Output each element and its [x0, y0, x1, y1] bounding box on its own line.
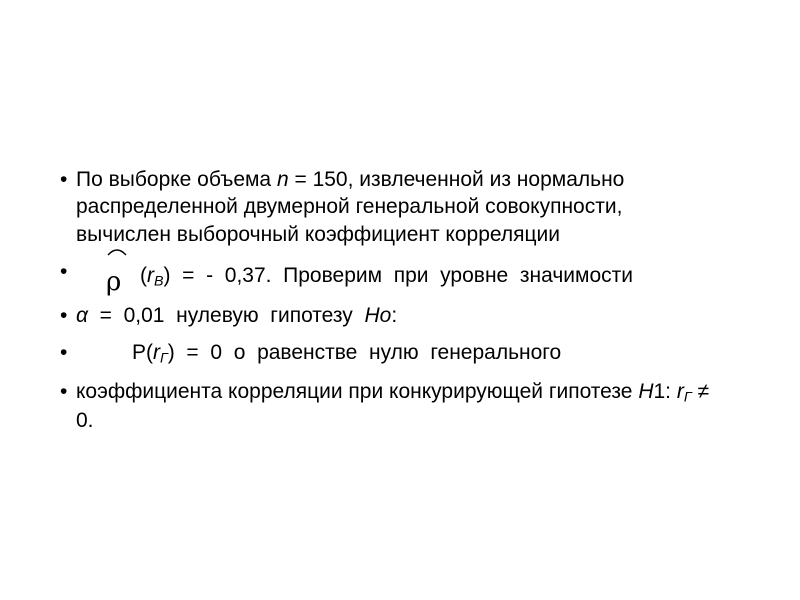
bullet-item — [56, 166, 746, 248]
rho-letter: ρ — [106, 266, 122, 297]
var-h1: H — [638, 380, 654, 404]
var-n: n — [276, 168, 289, 191]
bullet-dot: • — [60, 340, 68, 364]
hat-icon — [106, 246, 128, 256]
subscript-g: Г — [683, 389, 692, 406]
var-r: r — [153, 340, 160, 364]
bullet-dot: • — [60, 168, 68, 191]
var-alpha: α — [76, 303, 88, 327]
subscript-b: B — [154, 273, 164, 290]
var-r: r — [676, 380, 684, 404]
bullet-dot: • — [60, 259, 68, 283]
bullet-item — [56, 302, 746, 329]
bullet-item — [56, 339, 746, 368]
text-line: распределенной двумерной генеральной совокупности, — [76, 195, 623, 219]
text: ≠ — [691, 380, 709, 404]
text: ) — [167, 340, 175, 364]
subscript-g: Г — [160, 350, 168, 367]
slide-body — [56, 166, 746, 445]
bullet-item — [56, 378, 746, 434]
text-line: 0. — [76, 409, 94, 433]
rho-hat-symbol — [106, 258, 128, 297]
bullet-dot: • — [60, 303, 68, 327]
text: 1: — [653, 380, 677, 404]
text: = 0 о равенстве нулю генерального — [174, 340, 562, 364]
text: : — [391, 303, 398, 327]
text: = - 0,37. Проверим при уровне значимости — [170, 263, 633, 287]
text: P( — [132, 340, 153, 364]
bullet-item — [56, 258, 746, 297]
text-line — [76, 378, 746, 407]
text-line — [76, 166, 746, 193]
text: = 0,01 нулевую гипотезу — [87, 303, 365, 327]
text: По выборке объема — [76, 168, 277, 191]
bullet-dot: • — [60, 380, 68, 404]
text: ) — [163, 263, 171, 287]
text-line — [76, 339, 746, 368]
text-line: вычислен выборочный коэффициент корреляции — [76, 222, 560, 246]
text: = 150, извлеченной из нормально — [288, 168, 625, 191]
text: ( — [140, 263, 147, 287]
var-r: r — [147, 263, 154, 287]
text-line — [76, 258, 746, 297]
text-line — [76, 302, 746, 329]
text: коэффициента корреляции при конкурирующей гипотезе — [76, 380, 639, 404]
var-h0: Ho — [364, 303, 392, 327]
